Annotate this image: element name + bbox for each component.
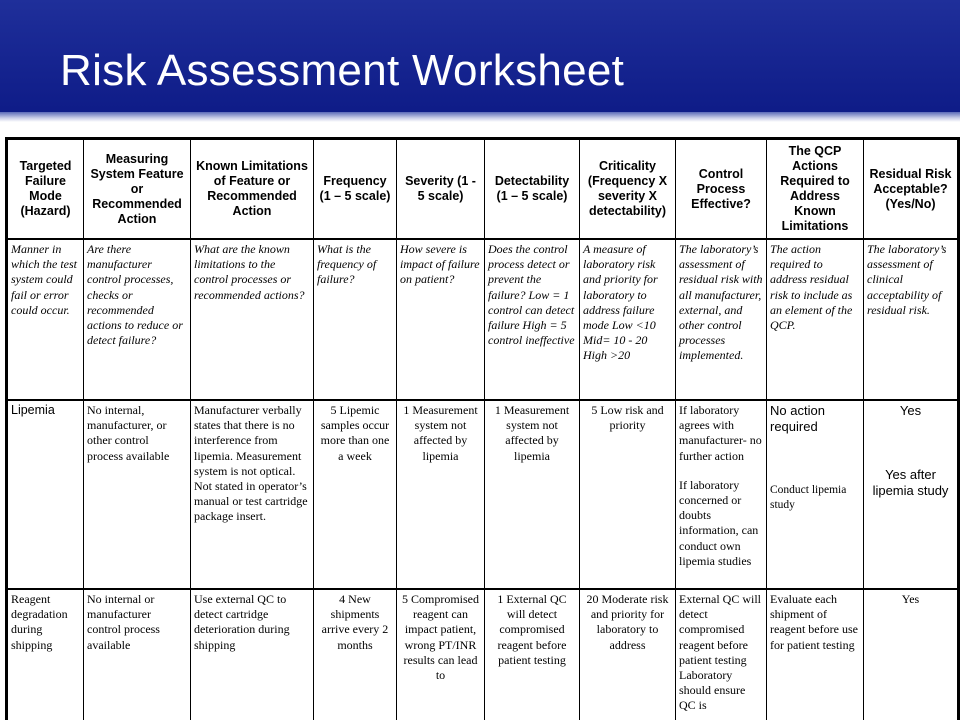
desc-hazard: Manner in which the test system could fail or error could occur. bbox=[7, 239, 84, 400]
cell-residual-risk bbox=[864, 400, 959, 589]
cell-effective: External QC will detect compromised reagent before patient testing Laboratory should ensure QC is bbox=[676, 589, 767, 720]
acceptable-option-2: Yes after lipemia study bbox=[872, 467, 949, 498]
cell-severity: 1 Measurement system not affected by lipemia bbox=[397, 400, 485, 589]
cell-detectability: 1 External QC will detect compromised reagent before patient testing bbox=[485, 589, 580, 720]
acceptable-option-1: Yes bbox=[899, 403, 922, 418]
header-effective: Control Process Effective? bbox=[676, 139, 767, 240]
header-qcp-actions: The QCP Actions Required to Address Known Limitations bbox=[767, 139, 864, 240]
cell-limitations: Use external QC to detect cartridge deterioration during shipping bbox=[191, 589, 314, 720]
desc-criticality: A measure of laboratory risk and priority for laboratory to address failure mode Low <10 Mid= 10 - 20 High >20 bbox=[580, 239, 676, 400]
desc-feature: Are there manufacturer control processes, checks or recommended actions to reduce or detect failure? bbox=[84, 239, 191, 400]
header-frequency: Frequency (1 – 5 scale) bbox=[314, 139, 397, 240]
effective-option-1: If laboratory agrees with manufacturer- no further action bbox=[679, 403, 762, 463]
cell-criticality: 5 Low risk and priority bbox=[580, 400, 676, 589]
cell-feature: No internal, manufacturer, or other control process available bbox=[84, 400, 191, 589]
header-hazard: Targeted Failure Mode (Hazard) bbox=[7, 139, 84, 240]
cell-criticality: 20 Moderate risk and priority for laboratory to address bbox=[580, 589, 676, 720]
effective-option-2: If laboratory concerned or doubts information, can conduct own lipemia studies bbox=[679, 477, 759, 568]
table-row-lipemia bbox=[7, 400, 959, 589]
table-row-reagent-degradation bbox=[7, 589, 959, 720]
cell-qcp-actions: Evaluate each shipment of reagent before use for patient testing bbox=[767, 589, 864, 720]
cell-feature: No internal or manufacturer control process available bbox=[84, 589, 191, 720]
cell-detectability: 1 Measurement system not affected by lipemia bbox=[485, 400, 580, 589]
desc-effective: The laboratory’s assessment of residual risk with all manufacturer, external, and other control processes implemented. bbox=[676, 239, 767, 400]
desc-detectability: Does the control process detect or prevent the failure? Low = 1 control can detect failure High = 5 control ineffective bbox=[485, 239, 580, 400]
action-option-1: No action required bbox=[770, 403, 825, 434]
desc-residual-risk: The laboratory’s assessment of clinical acceptability of residual risk. bbox=[864, 239, 959, 400]
slide-title: Risk Assessment Worksheet bbox=[60, 46, 625, 95]
desc-severity: How severe is impact of failure on patient? bbox=[397, 239, 485, 400]
header-criticality: Criticality (Frequency X severity X detectability) bbox=[580, 139, 676, 240]
description-row bbox=[7, 239, 959, 400]
header-detectability: Detectability (1 – 5 scale) bbox=[485, 139, 580, 240]
header-residual-risk: Residual Risk Acceptable? (Yes/No) bbox=[864, 139, 959, 240]
title-bar bbox=[0, 0, 960, 122]
action-option-2: Conduct lipemia study bbox=[770, 484, 847, 512]
cell-hazard: Lipemia bbox=[7, 400, 84, 589]
header-severity: Severity (1 - 5 scale) bbox=[397, 139, 485, 240]
desc-qcp-actions: The action required to address residual risk to include as an element of the QCP. bbox=[767, 239, 864, 400]
desc-frequency: What is the frequency of failure? bbox=[314, 239, 397, 400]
cell-frequency: 4 New shipments arrive every 2 months bbox=[314, 589, 397, 720]
header-row bbox=[7, 139, 959, 240]
risk-assessment-table bbox=[5, 137, 960, 720]
cell-residual-risk: Yes bbox=[864, 589, 959, 720]
desc-limitations: What are the known limitations to the control processes or recommended actions? bbox=[191, 239, 314, 400]
cell-limitations: Manufacturer verbally states that there is no interference from lipemia. Measurement system is not optical. Not stated in operator’s manual or test cartridge package insert. bbox=[191, 400, 314, 589]
cell-frequency: 5 Lipemic samples occur more than one a week bbox=[314, 400, 397, 589]
worksheet-table-container bbox=[5, 137, 960, 720]
cell-severity: 5 Compromised reagent can impact patient, wrong PT/INR results can lead to bbox=[397, 589, 485, 720]
cell-qcp-actions bbox=[767, 400, 864, 589]
header-limitations: Known Limitations of Feature or Recommended Action bbox=[191, 139, 314, 240]
cell-effective bbox=[676, 400, 767, 589]
header-feature: Measuring System Feature or Recommended Action bbox=[84, 139, 191, 240]
cell-hazard: Reagent degradation during shipping bbox=[7, 589, 84, 720]
